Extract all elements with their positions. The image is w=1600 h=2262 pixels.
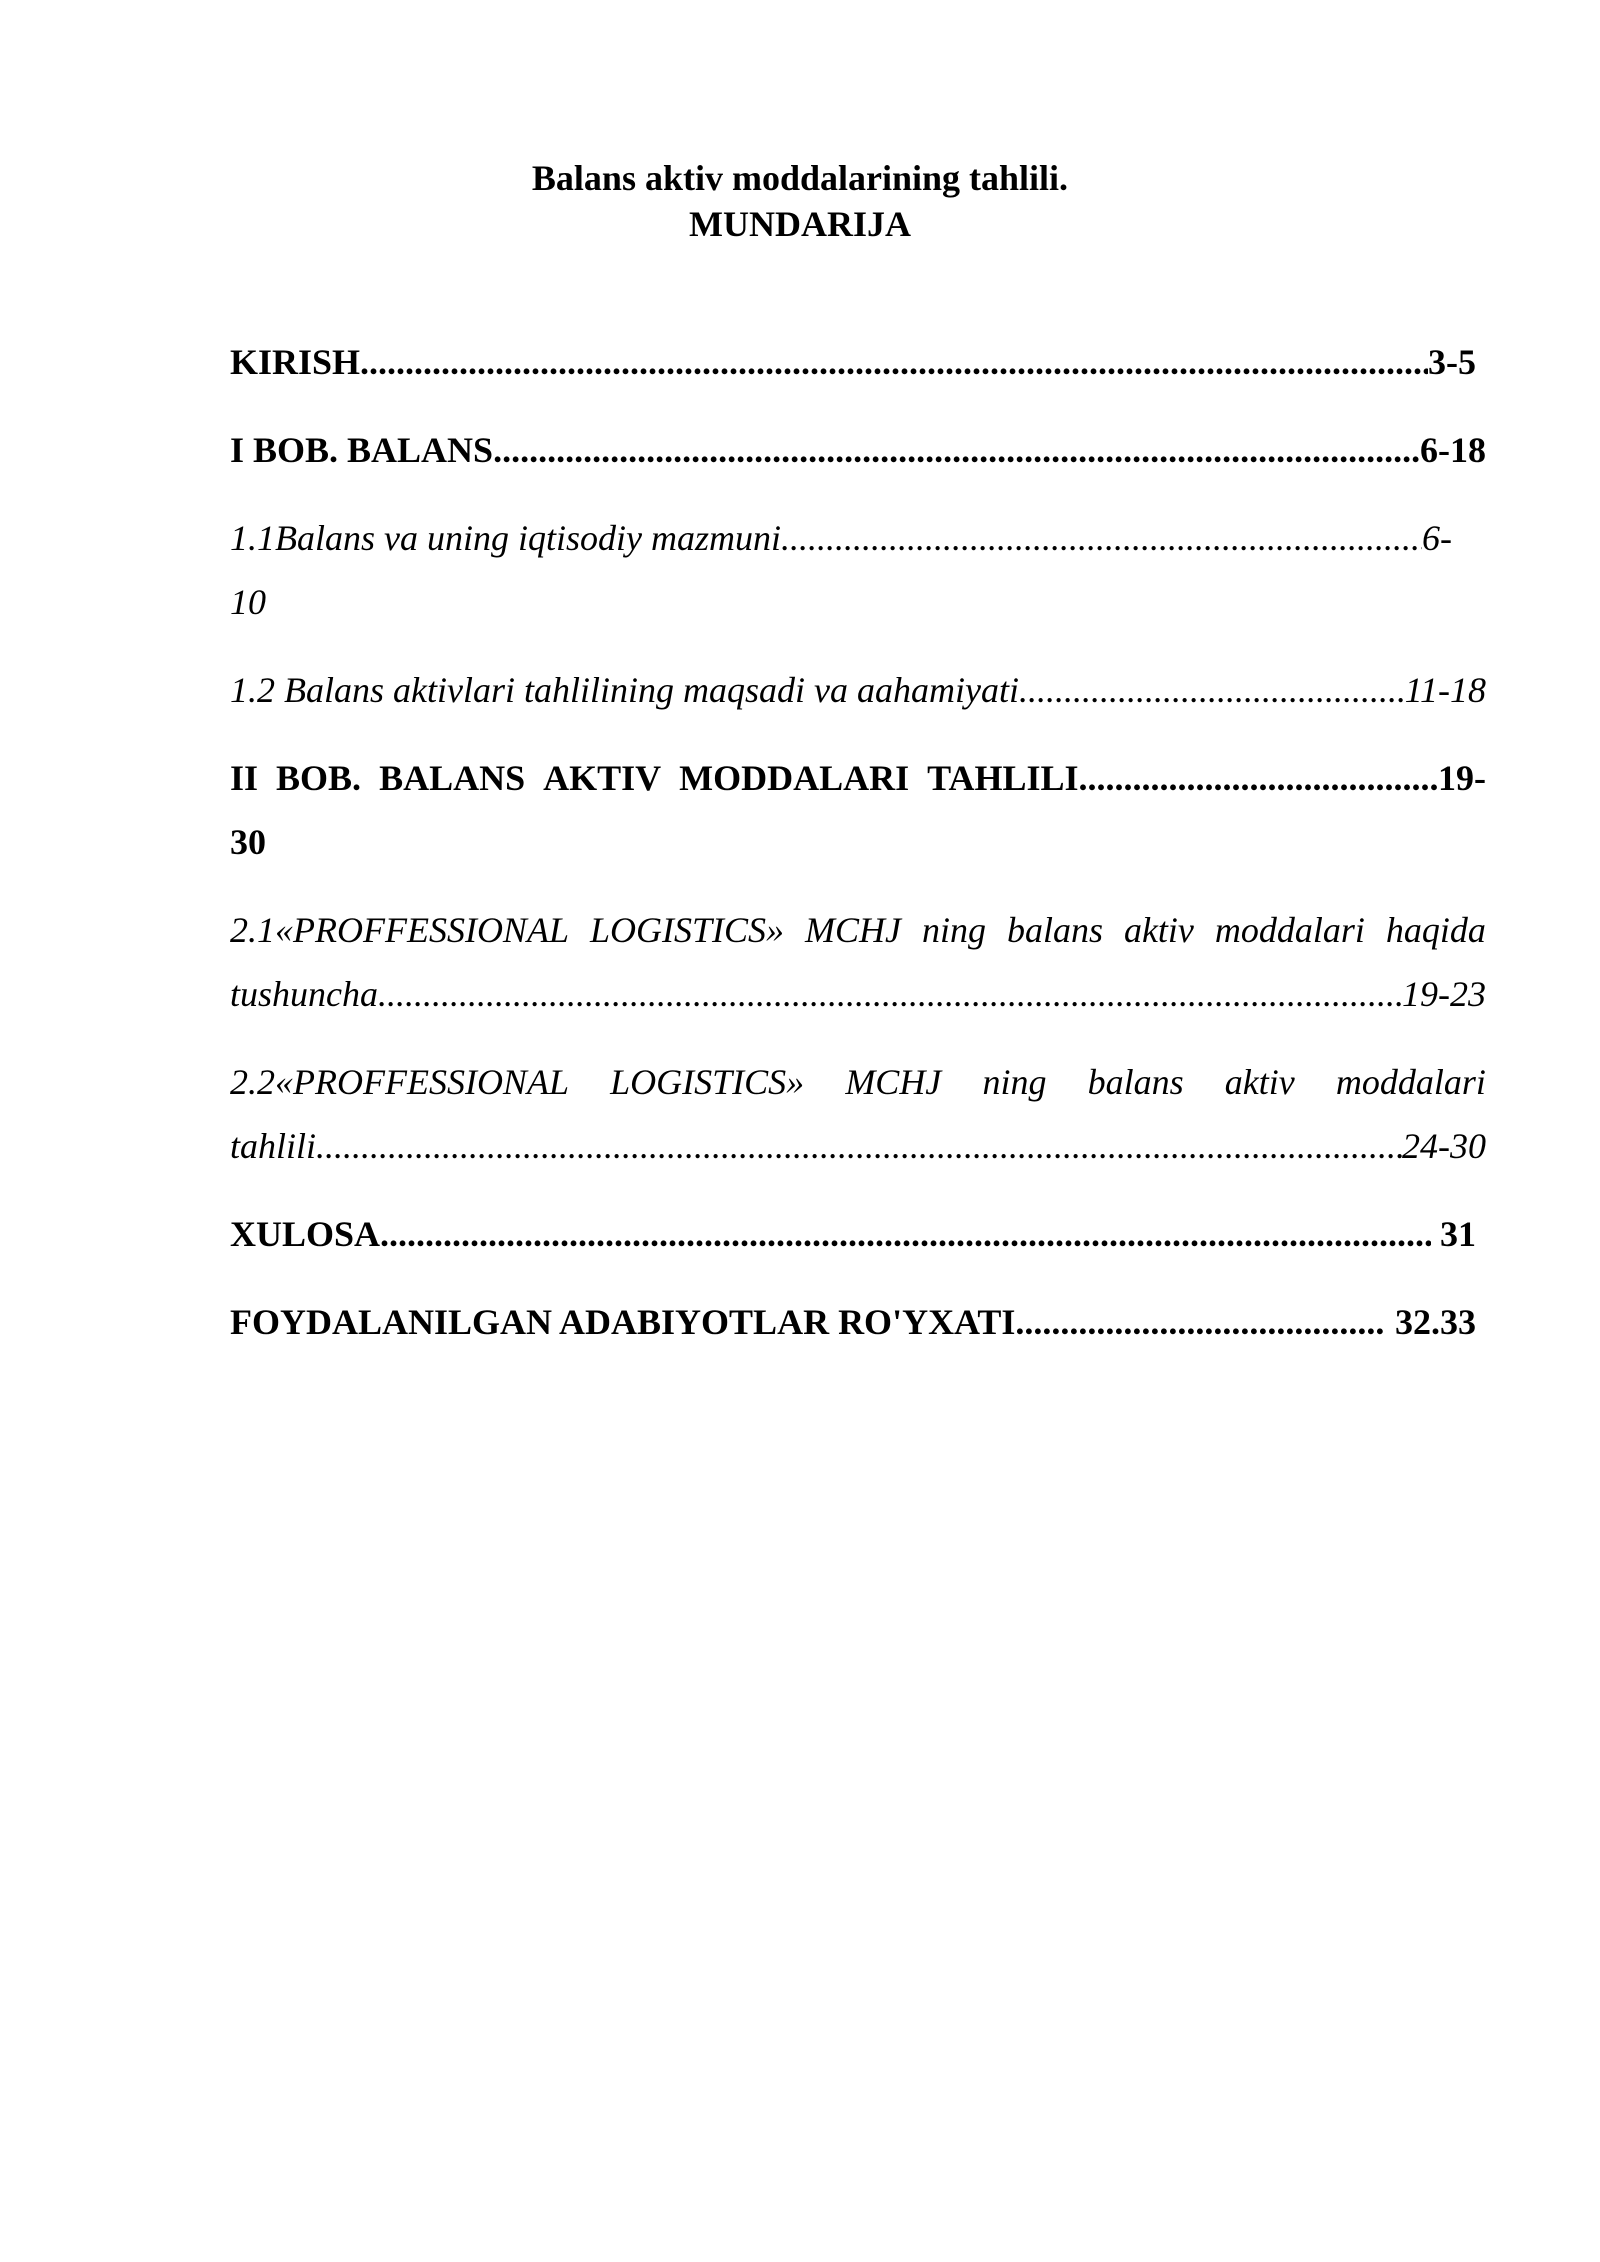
toc-word: MCHJ xyxy=(804,910,901,950)
toc-entry-adabiyotlar[interactable] xyxy=(230,1290,1486,1354)
toc-label: KIRISH xyxy=(230,342,361,382)
toc-label: FOYDALANILGAN ADABIYOTLAR RO'YXATI xyxy=(230,1302,1016,1342)
toc-label-line xyxy=(230,898,1486,962)
toc-page: 24-30 xyxy=(1402,1126,1486,1166)
toc-leader xyxy=(781,506,1422,570)
toc-word: LOGISTICS» xyxy=(589,910,784,950)
toc-word: MODDALARI xyxy=(679,758,910,798)
toc-word: moddalari xyxy=(1214,910,1365,950)
toc-page: 19-23 xyxy=(1402,974,1486,1014)
toc-word: LOGISTICS» xyxy=(610,1062,805,1102)
toc-page: 19- xyxy=(1438,758,1486,798)
toc-label-words xyxy=(230,746,1079,810)
toc-word: 2.2«PROFFESSIONAL xyxy=(230,1062,569,1102)
toc-word: BOB. xyxy=(276,758,362,798)
toc-page: 6- xyxy=(1422,518,1452,558)
toc-leader xyxy=(378,962,1402,1026)
toc-word: moddalari xyxy=(1335,1062,1486,1102)
toc-leader xyxy=(1015,1290,1386,1354)
toc-page-continued: 30 xyxy=(230,822,266,862)
toc-word: TAHLILI xyxy=(927,758,1079,798)
toc-word: AKTIV xyxy=(543,758,662,798)
toc-word: MCHJ xyxy=(845,1062,942,1102)
toc-entry-bob1[interactable] xyxy=(230,418,1486,482)
toc-word: aktiv xyxy=(1123,910,1194,950)
toc-word: haqida xyxy=(1385,910,1486,950)
toc-word: II xyxy=(230,758,259,798)
toc-word: ning xyxy=(921,910,986,950)
toc-entry-xulosa[interactable] xyxy=(230,1202,1486,1266)
document-title: Balans aktiv moddalarining tahlili. xyxy=(531,158,1069,198)
toc-entry-2-1[interactable] xyxy=(230,898,1486,1026)
toc-page: 3-5 xyxy=(1428,342,1476,382)
toc-entry-kirish[interactable] xyxy=(230,330,1486,394)
toc-page: 11-18 xyxy=(1404,670,1486,710)
toc-label: I BOB. BALANS xyxy=(230,430,494,470)
toc-page: 32.33 xyxy=(1386,1302,1476,1342)
toc-word: balans xyxy=(1006,910,1103,950)
toc-heading: MUNDARIJA xyxy=(689,204,911,244)
toc-label: 1.1Balans va uning iqtisodiy mazmuni xyxy=(230,518,781,558)
toc-leader xyxy=(316,1114,1402,1178)
toc-word: ning xyxy=(982,1062,1047,1102)
toc-page: 6-18 xyxy=(1420,430,1486,470)
toc-entry-1-1[interactable] xyxy=(230,506,1486,634)
toc-label: 1.2 Balans aktivlari tahlilining maqsadi va aahamiyati xyxy=(230,670,1019,710)
toc-word: aktiv xyxy=(1224,1062,1295,1102)
toc-page: 31 xyxy=(1431,1214,1476,1254)
toc-entry-bob2[interactable] xyxy=(230,746,1486,874)
toc-entry-1-2[interactable] xyxy=(230,658,1486,722)
toc-label: XULOSA xyxy=(230,1214,381,1254)
toc-label-line xyxy=(230,1050,1486,1114)
toc-leader xyxy=(493,418,1420,482)
toc-leader xyxy=(360,330,1428,394)
toc-label: tahlili xyxy=(230,1126,317,1166)
toc-leader xyxy=(1019,658,1405,722)
toc-leader xyxy=(1079,746,1438,810)
toc-word: 2.1«PROFFESSIONAL xyxy=(230,910,569,950)
toc-leader xyxy=(380,1202,1431,1266)
toc-word: BALANS xyxy=(379,758,526,798)
toc-label: tushuncha xyxy=(230,974,378,1014)
toc-page-continued: 10 xyxy=(230,582,266,622)
toc-word: balans xyxy=(1087,1062,1184,1102)
toc-entry-2-2[interactable] xyxy=(230,1050,1486,1178)
